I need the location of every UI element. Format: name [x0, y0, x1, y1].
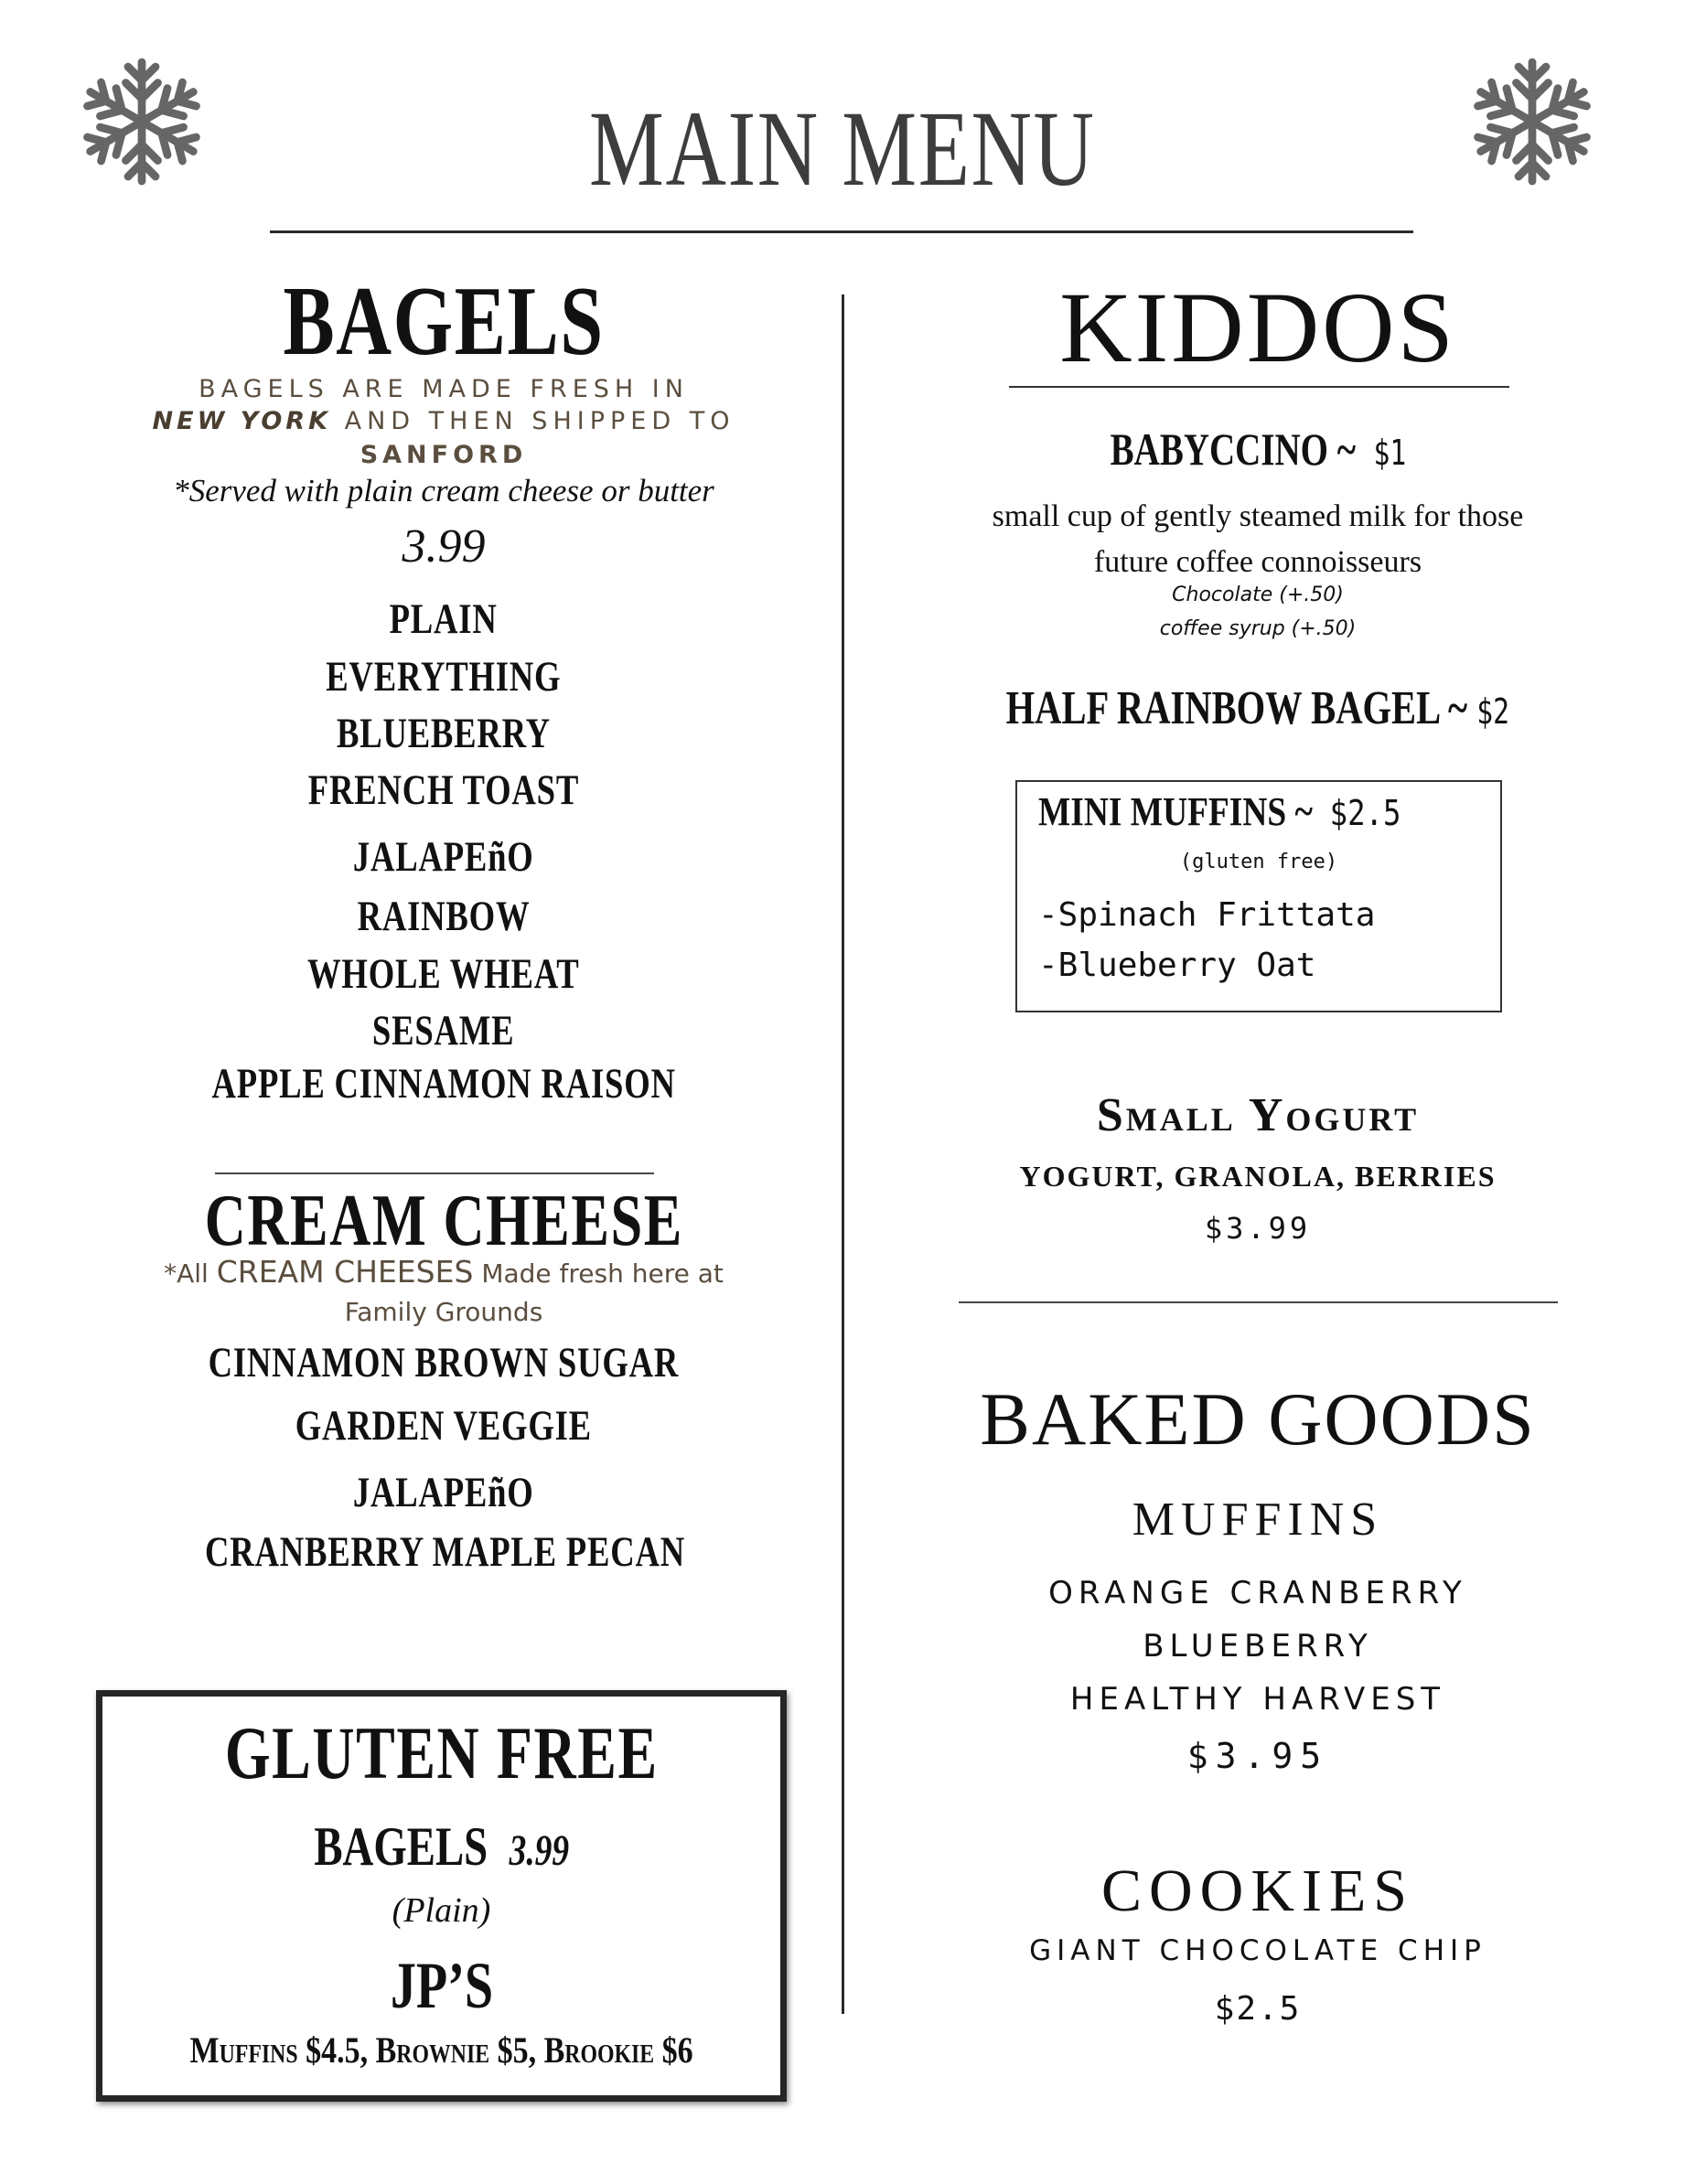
bagels-note: SANFORD	[360, 441, 528, 469]
babyccino-description: small cup of gently steamed milk for those future coffee connoisseurs	[992, 499, 1524, 579]
mini-muffins-item: MINI MUFFINS ~ $2.5	[1038, 789, 1401, 834]
menu-item: EVERYTHING	[326, 653, 562, 701]
bagels-note: BAGELS ARE MADE FRESH IN	[199, 375, 689, 403]
small-yogurt-heading: Small Yogurt	[1096, 1089, 1420, 1141]
muffin-flavor: BLUEBERRY	[1143, 1628, 1373, 1665]
cookies-price: $2.5	[1214, 1990, 1302, 2028]
menu-item: SESAME	[372, 1007, 515, 1055]
menu-item: JALAPEñO	[353, 1469, 534, 1516]
bagels-heading: BAGELS	[283, 267, 605, 376]
header-divider	[270, 230, 1413, 233]
bagels-note: NEW YORK AND THEN SHIPPED TO	[152, 407, 735, 435]
gluten-free-jps-heading: JP’S	[390, 1949, 493, 2022]
menu-item: FRENCH TOAST	[307, 766, 580, 814]
menu-item: WHOLE WHEAT	[307, 950, 580, 998]
section-divider	[215, 1172, 654, 1174]
babyccino-item: BABYCCINO ~ $1	[1110, 423, 1406, 475]
menu-item: GARDEN VEGGIE	[295, 1402, 593, 1450]
kiddos-heading: KIDDOS	[1059, 272, 1456, 383]
mini-muffins-note: (gluten free)	[1179, 851, 1338, 873]
babyccino-option: coffee syrup (+.50)	[1159, 617, 1357, 640]
menu-item: CRANBERRY MAPLE PECAN	[205, 1528, 685, 1576]
page-title: MAIN MENU	[589, 89, 1096, 209]
menu-item: BLUEBERRY	[337, 710, 551, 757]
bagels-price: 3.99	[402, 520, 486, 573]
cream-cheese-heading: CREAM CHEESE	[204, 1181, 683, 1261]
mini-muffin-flavor: -Blueberry Oat	[1038, 947, 1316, 984]
cookie-flavor: GIANT CHOCOLATE CHIP	[1029, 1934, 1486, 1967]
babyccino-option: Chocolate (+.50)	[1172, 583, 1344, 606]
menu-item: PLAIN	[390, 595, 498, 643]
gluten-free-heading: GLUTEN FREE	[224, 1711, 659, 1794]
cookies-heading: COOKIES	[1100, 1857, 1414, 1924]
muffins-price: $3.95	[1186, 1736, 1329, 1776]
menu-item: RAINBOW	[357, 893, 531, 940]
muffin-flavor: ORANGE CRANBERRY	[1048, 1575, 1467, 1611]
bagels-served-note: *Served with plain cream cheese or butter	[173, 473, 714, 509]
cream-cheese-note: *All CREAM CHEESES Made fresh here at Family Grounds	[164, 1254, 724, 1327]
half-rainbow-bagel-item: HALF RAINBOW BAGEL ~ $2	[1005, 682, 1510, 734]
kiddos-underline	[1009, 386, 1509, 388]
baked-goods-heading: BAKED GOODS	[980, 1377, 1536, 1461]
column-divider	[842, 294, 844, 2014]
gluten-free-bagels: BAGELS 3.99	[314, 1816, 569, 1877]
small-yogurt-description: YOGURT, GRANOLA, BERRIES	[1019, 1160, 1497, 1193]
menu-item: JALAPEñO	[353, 833, 534, 881]
menu-item: APPLE CINNAMON RAISON	[211, 1060, 676, 1108]
gluten-free-jps-items: Muffins $4.5, Brownie $5, Brookie $6	[189, 2029, 693, 2071]
mini-muffin-flavor: -Spinach Frittata	[1038, 896, 1376, 934]
section-divider	[959, 1301, 1558, 1303]
muffins-heading: MUFFINS	[1132, 1493, 1384, 1546]
muffin-flavor: HEALTHY HARVEST	[1069, 1681, 1446, 1718]
small-yogurt-price: $3.99	[1204, 1211, 1312, 1246]
gluten-free-bagels-note: (Plain)	[392, 1891, 491, 1930]
menu-item: CINNAMON BROWN SUGAR	[208, 1339, 680, 1386]
